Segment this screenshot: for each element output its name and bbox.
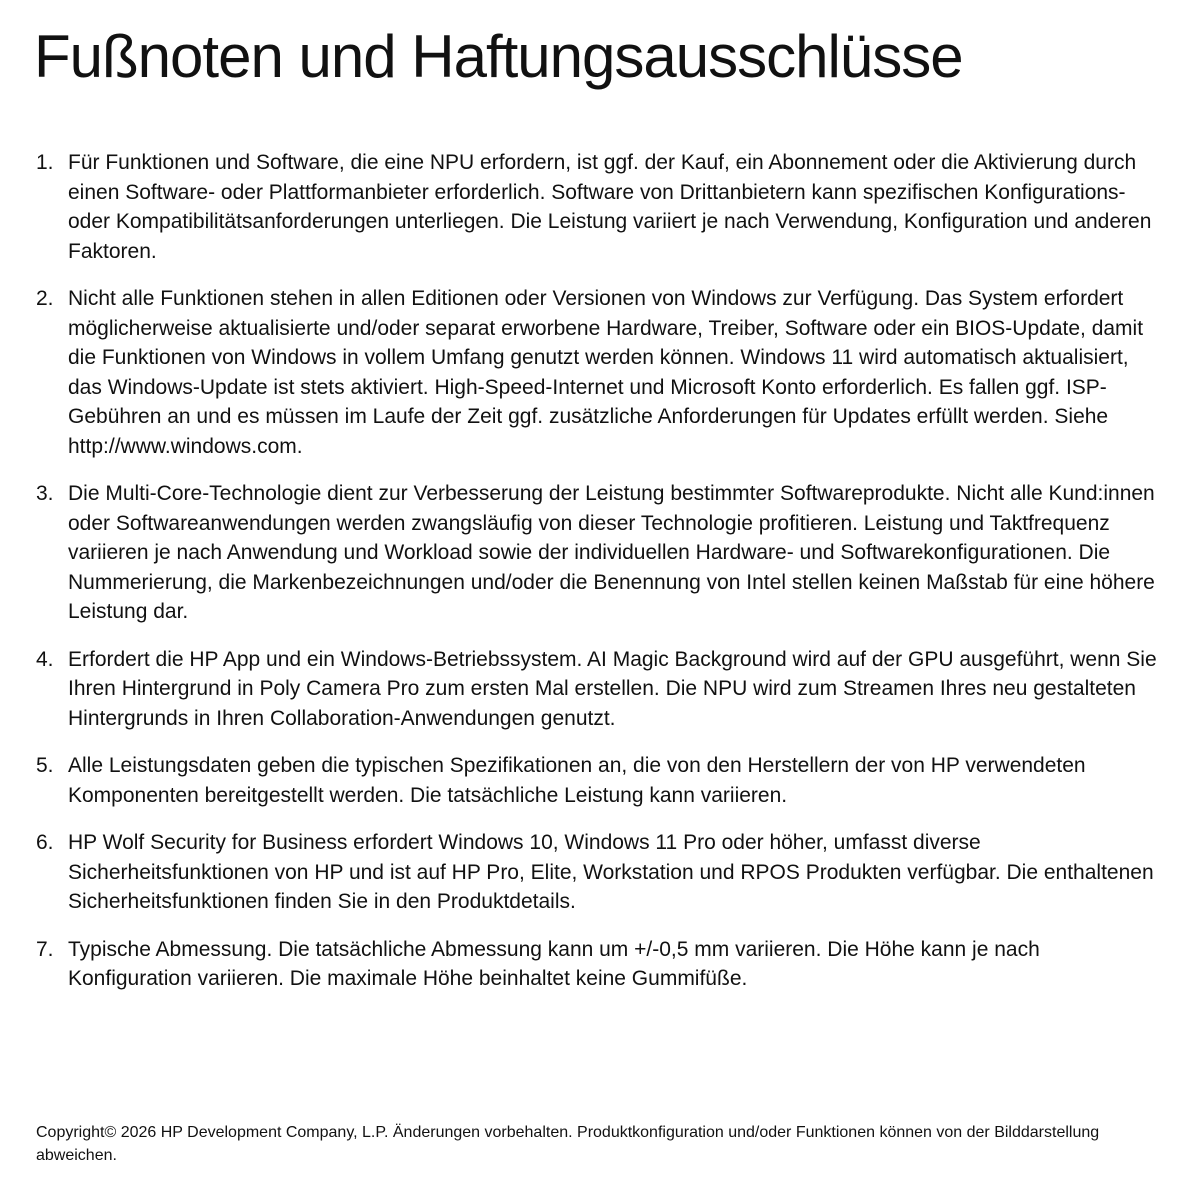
footnote-text: Nicht alle Funktionen stehen in allen Editionen oder Versionen von Windows zur Verfügung. Das System erfordert möglicherweise aktualisierte und/oder separat erworbene Hardware, Treiber, Software oder ein BIOS-Update, damit die Funktionen von Windows in vollem Umfang genutzt werden können. Windows 11 wird automatisch aktualisiert, das Windows-Update ist stets aktiviert. High-Speed-Internet und Microsoft Konto erforderlich. Es fallen ggf. ISP-Gebühren an und es müssen im Laufe der Zeit ggf. zusätzliche Anforderungen für Updates erfüllt werden. Siehe http://www.windows.com. (68, 287, 1144, 458)
copyright-footer: Copyright© 2026 HP Development Company, L.P. Änderungen vorbehalten. Produktkonfiguration und/oder Funktionen können von der Bilddarstellung abweichen. (36, 1124, 1100, 1164)
footnote-number: 7. (36, 937, 54, 961)
footnote-text: Die Multi-Core-Technologie dient zur Verbesserung der Leistung bestimmter Softwareprodukte. Nicht alle Kund:innen oder Softwareanwendungen werden zwangsläufig von dieser Technologie profitieren. Leistung und Taktfrequenz variieren je nach Anwendung und Workload sowie der individuellen Hardware- und Softwarekonfigurationen. Die Nummerierung, die Markenbezeichnungen und/oder die Benennung von Intel stellen keinen Maßstab für eine höhere Leistung dar. (68, 482, 1155, 623)
footnote-item (36, 935, 1166, 994)
footnote-item (36, 148, 1166, 266)
footnote-list (36, 148, 1166, 1012)
footnote-item (36, 828, 1166, 917)
page-title: Fußnoten und Haftungsausschlüsse (34, 23, 963, 90)
footnote-number: 5. (36, 754, 54, 777)
footnote-item (36, 479, 1166, 627)
footnote-text: Alle Leistungsdaten geben die typischen Spezifikationen an, die von den Herstellern der von HP verwendeten Komponenten bereitgestellt werden. Die tatsächliche Leistung kann variieren. (68, 754, 1086, 807)
footnote-text: Für Funktionen und Software, die eine NPU erfordern, ist ggf. der Kauf, ein Abonnement oder die Aktivierung durch einen Software- oder Plattformanbieter erforderlich. Software von Drittanbietern kann spezifischen Konfigurations- oder Kompatibilitätsanforderungen unterliegen. Die Leistung variiert je nach Verwendung, Konfiguration und anderen Faktoren. (68, 151, 1152, 263)
footnote-number: 1. (36, 151, 54, 174)
footnote-item (36, 645, 1166, 734)
footnote-number: 3. (36, 482, 54, 505)
footnote-text: HP Wolf Security for Business erfordert Windows 10, Windows 11 Pro oder höher, umfasst diverse Sicherheitsfunktionen von HP und ist auf HP Pro, Elite, Workstation und RPOS Produkten verfügbar. Die enthaltenen Sicherheitsfunktionen finden Sie in den Produktdetails. (68, 831, 1154, 913)
footnote-number: 2. (36, 287, 54, 310)
footnote-item (36, 284, 1166, 461)
footnote-number: 6. (36, 831, 54, 854)
footnote-text: Erfordert die HP App und ein Windows-Betriebssystem. AI Magic Background wird auf der GPU ausgeführt, wenn Sie Ihren Hintergrund in Poly Camera Pro zum ersten Mal erstellen. Die NPU wird zum Streamen Ihres neu gestalteten Hintergrunds in Ihren Collaboration-Anwendungen genutzt. (68, 647, 1157, 730)
footnote-item (36, 751, 1166, 810)
footnote-number: 4. (36, 647, 54, 671)
footnote-text: Typische Abmessung. Die tatsächliche Abmessung kann um +/-0,5 mm variieren. Die Höhe kann je nach Konfiguration variieren. Die maximale Höhe beinhaltet keine Gummifüße. (68, 937, 1040, 990)
